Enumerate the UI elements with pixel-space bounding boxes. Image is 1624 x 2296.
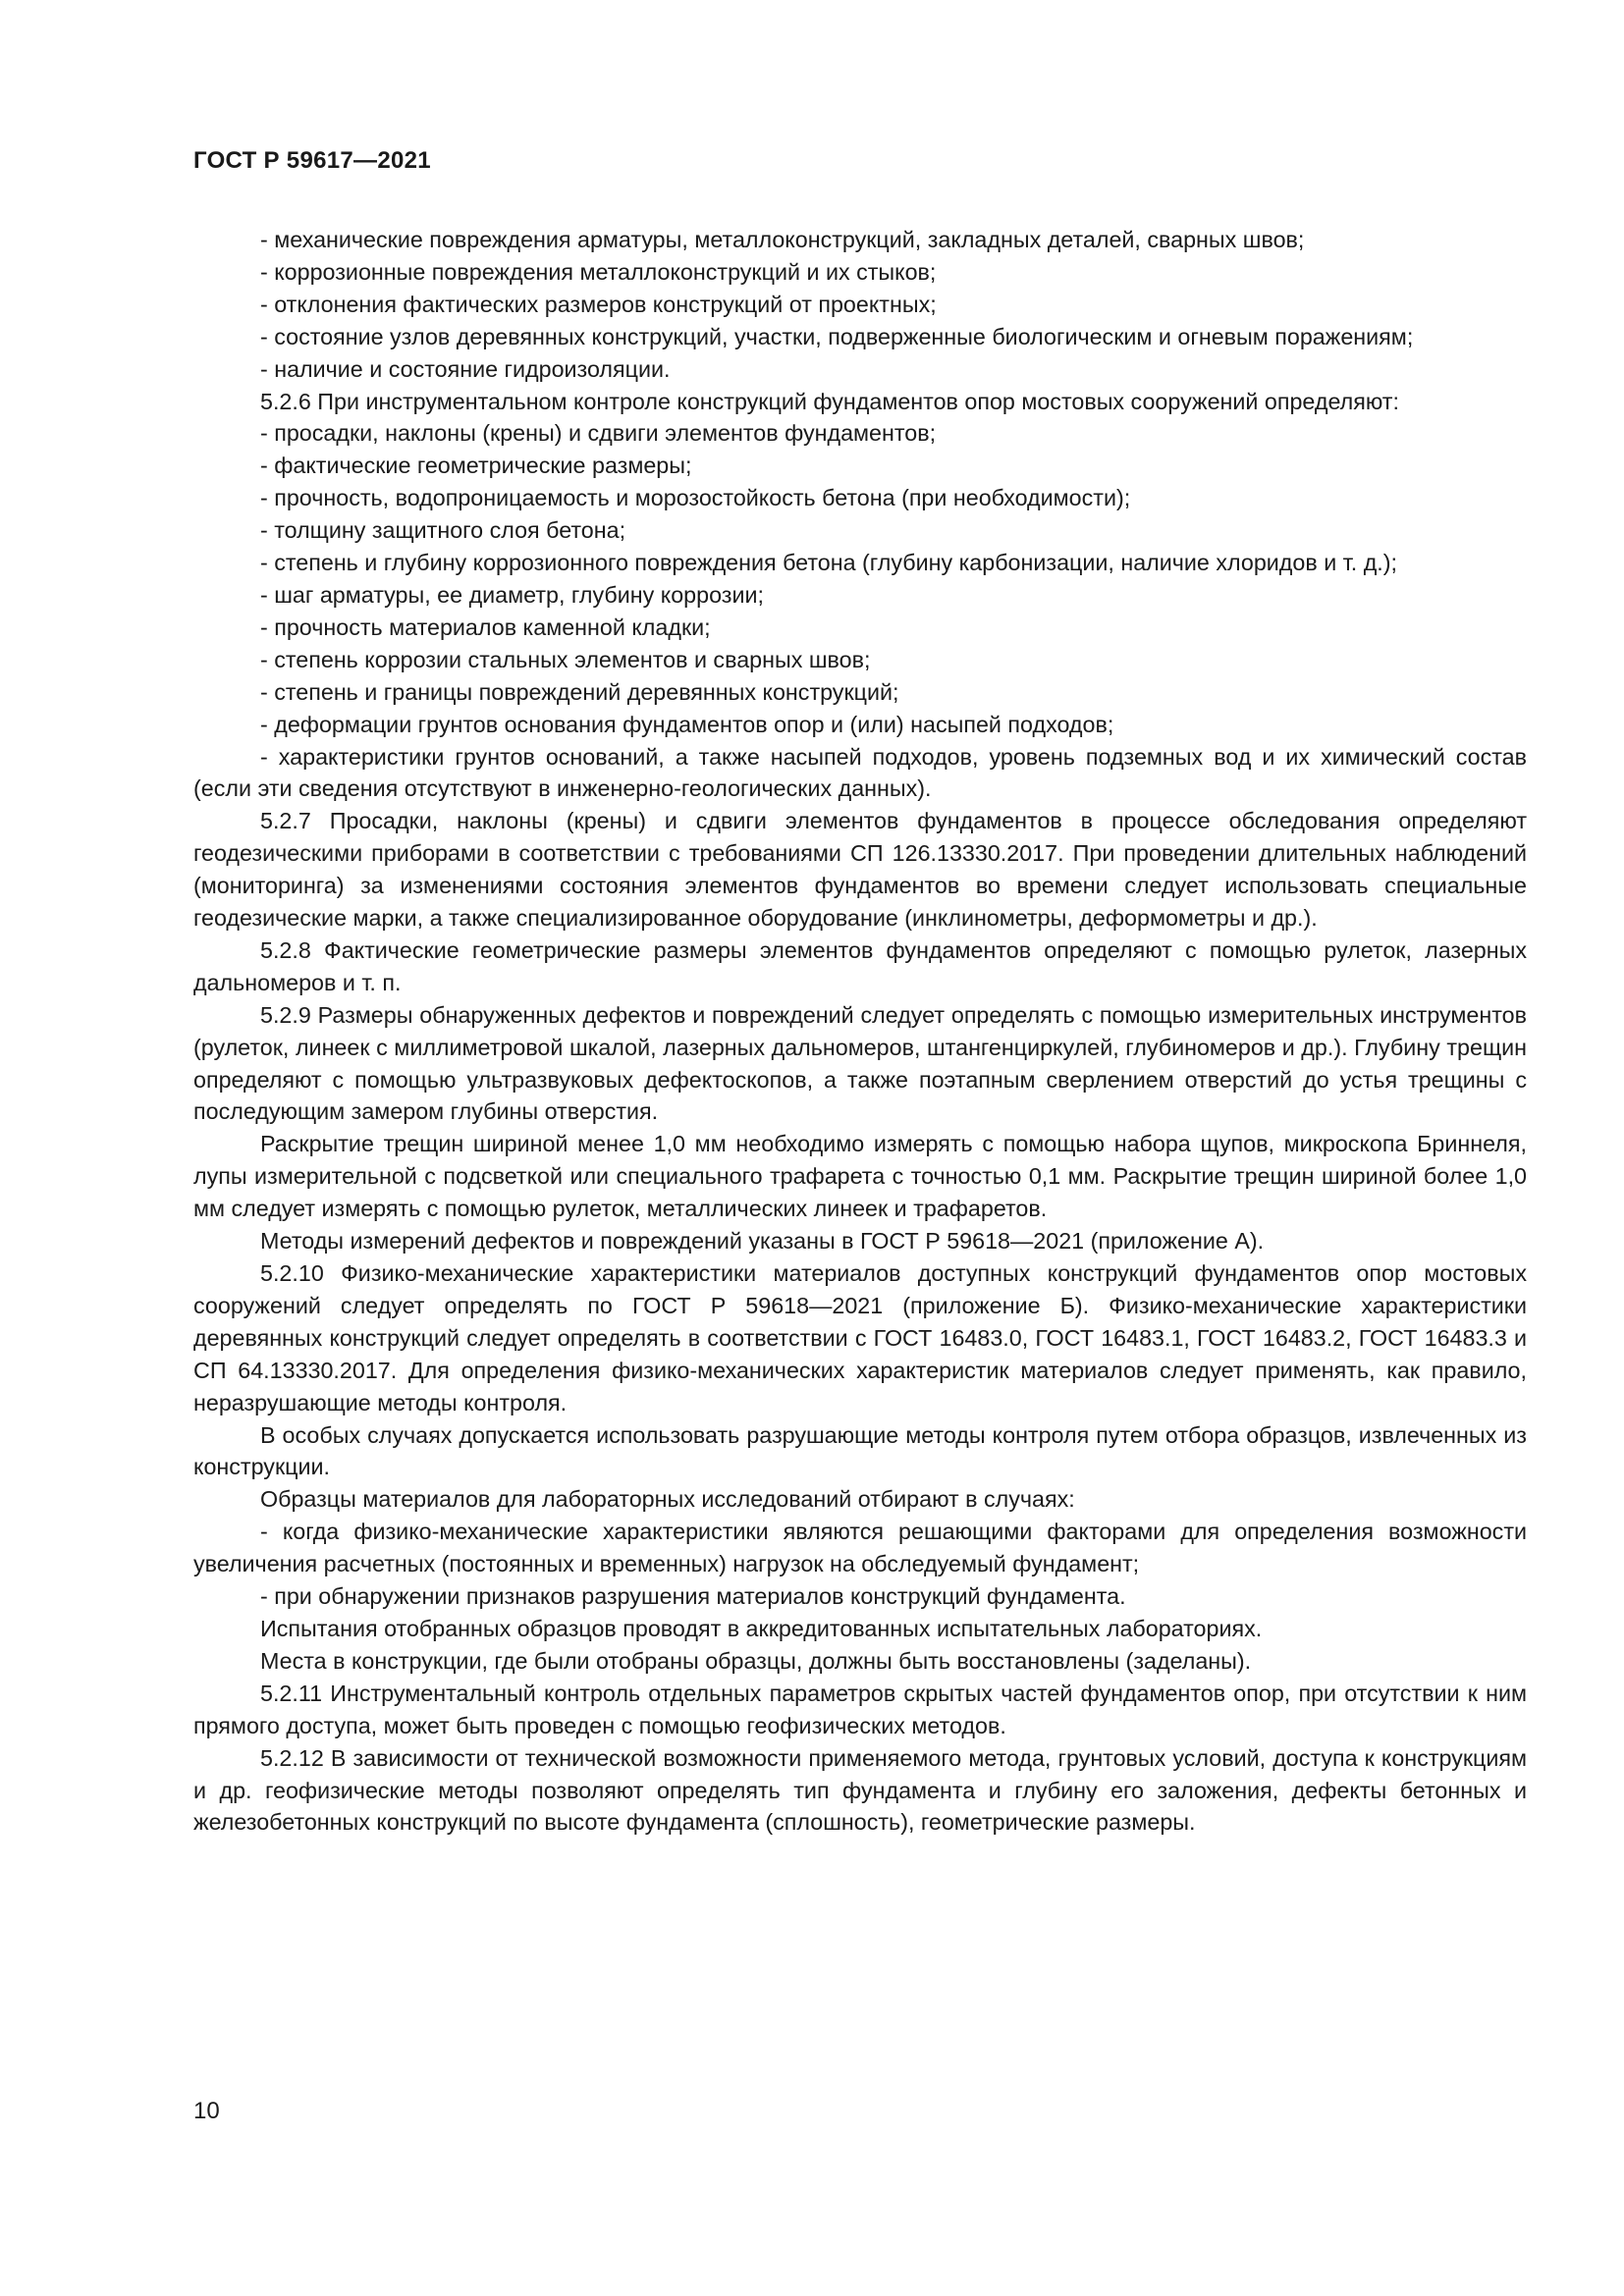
paragraph: Испытания отобранных образцов проводят в аккредитованных испытательных лабораториях.	[260, 1615, 1263, 1641]
paragraph: - механические повреждения арматуры, металлоконструкций, закладных деталей, сварных швов;	[260, 227, 1305, 252]
paragraph: - степень и границы повреждений деревянных конструкций;	[260, 678, 899, 705]
paragraph: - степень коррозии стальных элементов и сварных швов;	[260, 646, 871, 672]
paragraph: Раскрытие трещин шириной менее 1,0 мм необходимо измерять с помощью набора щупов, микроскопа Бриннеля, лупы измерительной с подсветкой или специального трафарета с точностью 0,1 мм. Раскрытие трещин шириной более 1,0 мм следует измерять с помощью рулеток, металлических линеек и трафаретов.	[193, 1131, 1527, 1222]
paragraph: 5.2.11 Инструментальный контроль отдельных параметров скрытых частей фундаментов опор, при отсутствии к ним прямого доступа, может быть проведен с помощью геофизических методов.	[193, 1680, 1527, 1738]
paragraph: - коррозионные повреждения металлоконструкций и их стыков;	[260, 258, 937, 285]
paragraph: - шаг арматуры, ее диаметр, глубину коррозии;	[260, 581, 764, 608]
paragraph: - наличие и состояние гидроизоляции.	[260, 355, 671, 382]
body-text	[193, 224, 1527, 1839]
paragraph: - прочность материалов каменной кладки;	[260, 614, 711, 640]
paragraph: В особых случаях допускается использовать разрушающие методы контроля путем отбора образцов, извлеченных из конструкции.	[193, 1421, 1527, 1480]
paragraph: 5.2.7 Просадки, наклоны (крены) и сдвиги элементов фундаментов в процессе обследования определяют геодезическими приборами в соответствии с требованиями СП 126.13330.2017. При проведении длительных наблюдений (мониторинга) за изменениями состояния элементов фундаментов во времени следует использовать специальные геодезические марки, а также специализированное оборудование (инклинометры, деформометры и др.).	[193, 808, 1527, 932]
paragraph: Места в конструкции, где были отобраны образцы, должны быть восстановлены (заделаны).	[260, 1647, 1252, 1674]
paragraph: 5.2.9 Размеры обнаруженных дефектов и повреждений следует определять с помощью измерительных инструментов (рулеток, линеек с миллиметровой шкалой, лазерных дальномеров, штангенциркулей, глубиномеров и др.). Глубину трещин определяют с помощью ультразвуковых дефектоскопов, а также поэтапным сверлением отверстий до устья трещины с последующим замером глубины отверстия.	[193, 1001, 1527, 1125]
paragraph: 5.2.6 При инструментальном контроле конструкций фундаментов опор мостовых сооружений определяют:	[260, 388, 1399, 414]
paragraph: - состояние узлов деревянных конструкций, участки, подверженные биологическим и огневым поражениям;	[260, 323, 1414, 349]
paragraph: - просадки, наклоны (крены) и сдвиги элементов фундаментов;	[260, 420, 937, 447]
paragraph: - степень и глубину коррозионного повреждения бетона (глубину карбонизации, наличие хлоридов и т. д.);	[260, 550, 1398, 576]
paragraph: - когда физико-механические характеристики являются решающими факторами для определения возможности увеличения расчетных (постоянных и временных) нагрузок на обследуемый фундамент;	[193, 1519, 1527, 1577]
page-number: 10	[193, 2098, 220, 2124]
paragraph: Методы измерений дефектов и повреждений указаны в ГОСТ Р 59618—2021 (приложение А).	[260, 1228, 1265, 1255]
paragraph: Образцы материалов для лабораторных исследований отбирают в случаях:	[260, 1486, 1075, 1513]
standard-header: ГОСТ Р 59617—2021	[193, 147, 431, 174]
paragraph: - при обнаружении признаков разрушения материалов конструкций фундамента.	[260, 1583, 1126, 1610]
paragraph: - деформации грунтов основания фундаментов опор и (или) насыпей подходов;	[260, 711, 1114, 737]
paragraph: - характеристики грунтов оснований, а также насыпей подходов, уровень подземных вод и их химический состав (если эти сведения отсутствуют в инженерно-геологических данных).	[193, 743, 1527, 802]
paragraph: 5.2.12 В зависимости от технической возможности применяемого метода, грунтовых условий, доступа к конструкциям и др. геофизические методы позволяют определять тип фундамента и глубину его заложения, дефекты бетонных и железобетонных конструкций по высоте фундамента (сплошность), геометрические размеры.	[193, 1744, 1527, 1836]
paragraph: - прочность, водопроницаемость и морозостойкость бетона (при необходимости);	[260, 485, 1131, 511]
paragraph: 5.2.10 Физико-механические характеристики материалов доступных конструкций фундаментов опор мостовых сооружений следует определять по ГОСТ Р 59618—2021 (приложение Б). Физико-механические характеристики деревянных конструкций следует определять в соответствии с ГОСТ 16483.0, ГОСТ 16483.1, ГОСТ 16483.2, ГОСТ 16483.3 и СП 64.13330.2017. Для определения физико-механических характеристик материалов следует применять, как правило, неразрушающие методы контроля.	[193, 1260, 1527, 1415]
paragraph: - отклонения фактических размеров конструкций от проектных;	[260, 291, 937, 317]
paragraph: - фактические геометрические размеры;	[260, 453, 692, 479]
paragraph: 5.2.8 Фактические геометрические размеры элементов фундаментов определяют с помощью рулеток, лазерных дальномеров и т. п.	[193, 936, 1527, 995]
paragraph: - толщину защитного слоя бетона;	[260, 517, 626, 544]
